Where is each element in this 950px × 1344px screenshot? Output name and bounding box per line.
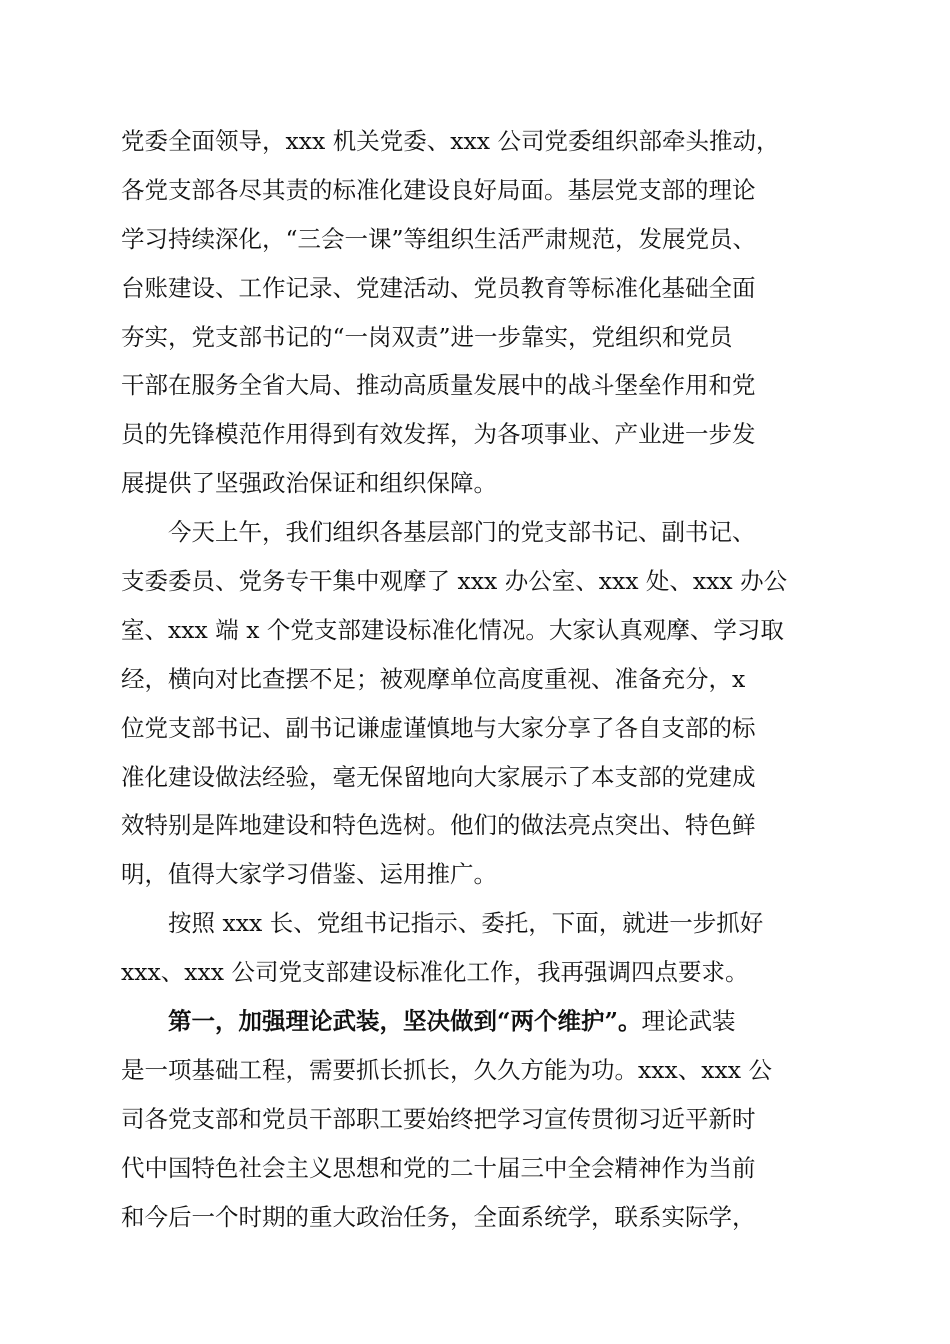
text-line: 支委委员、党务专干集中观摩了 xxx 办公室、xxx 处、xxx 办公	[121, 567, 788, 596]
document-body	[121, 117, 843, 1241]
text-line: 各党支部各尽其责的标准化建设良好局面。基层党支部的理论	[121, 175, 756, 204]
text-line: 夯实，党支部书记的“一岗双责”进一步靠实，党组织和党员	[121, 322, 733, 351]
text-line: 室、xxx 端 x 个党支部建设标准化情况。大家认真观摩、学习取	[121, 615, 784, 644]
text-line-with-heading	[121, 997, 843, 1046]
text-line: 司各党支部和党员干部职工要始终把学习宣传贯彻习近平新时	[121, 1104, 756, 1133]
text-line: 准化建设做法经验，毫无保留地向大家展示了本支部的党建成	[121, 762, 756, 791]
text-line: 和今后一个时期的重大政治任务，全面系统学，联系实际学，	[121, 1202, 756, 1231]
text-line: 明，值得大家学习借鉴、运用推广。	[121, 860, 497, 889]
paragraph-1	[121, 117, 843, 508]
text-line: 干部在服务全省大局、推动高质量发展中的战斗堡垒作用和党	[121, 371, 756, 400]
text-line: 经，横向对比查摆不足；被观摩单位高度重视、准备充分，x	[121, 664, 746, 693]
text-line: xxx、xxx 公司党支部建设标准化工作，我再强调四点要求。	[121, 958, 749, 987]
paragraph-3	[121, 899, 843, 997]
text-line: 按照 xxx 长、党组书记指示、委托，下面，就进一步抓好	[168, 909, 764, 938]
text-line: 学习持续深化，“三会一课”等组织生活严肃规范，发展党员、	[121, 224, 757, 253]
text-line: 员的先锋模范作用得到有效发挥，为各项事业、产业进一步发	[121, 420, 756, 449]
text-line: 效特别是阵地建设和特色选树。他们的做法亮点突出、特色鲜	[121, 811, 756, 840]
text-line: 台账建设、工作记录、党建活动、党员教育等标准化基础全面	[121, 273, 756, 302]
text-line: 代中国特色社会主义思想和党的二十届三中全会精神作为当前	[121, 1153, 756, 1182]
section-heading: 第一，加强理论武装，坚决做到“两个维护”。	[168, 1007, 642, 1036]
text-line: 展提供了坚强政治保证和组织保障。	[121, 469, 497, 498]
heading-line-rest: 理论武装	[641, 1007, 736, 1036]
paragraph-2	[121, 508, 843, 899]
text-line: 是一项基础工程，需要抓长抓长，久久方能为功。xxx、xxx 公	[121, 1055, 772, 1084]
text-line: 党委全面领导，xxx 机关党委、xxx 公司党委组织部牵头推动，	[121, 127, 780, 155]
text-line: 今天上午，我们组织各基层部门的党支部书记、副书记、	[168, 518, 756, 547]
text-line: 位党支部书记、副书记谦虚谨慎地与大家分享了各自支部的标	[121, 713, 756, 742]
paragraph-4	[121, 997, 843, 1241]
